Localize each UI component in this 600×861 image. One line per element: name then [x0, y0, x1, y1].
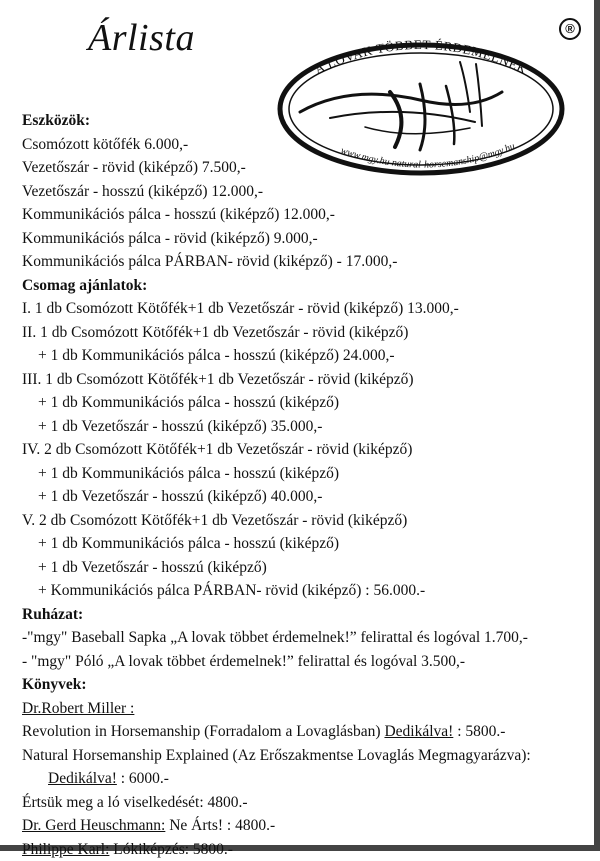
package-line: + 1 db Vezetőszár - hosszú (kiképző) 35.000,-	[22, 415, 588, 439]
signed-label: Dedikálva!	[384, 723, 453, 740]
list-item: Kommunikációs pálca - hosszú (kiképző) 12.000,-	[22, 203, 588, 227]
section-heading-tools: Eszközök:	[22, 109, 588, 133]
package-line: V. 2 db Csomózott Kötőfék+1 db Vezetőszár - rövid (kiképző)	[22, 509, 588, 533]
package-line: I. 1 db Csomózott Kötőfék+1 db Vezetőszár - rövid (kiképző) 13.000,-	[22, 297, 588, 321]
package-line: III. 1 db Csomózott Kötőfék+1 db Vezetőszár - rövid (kiképző)	[22, 368, 588, 392]
book-price: : 5800.-	[453, 723, 505, 740]
svg-text:A LOVAK TÖBBET ÉRDEMELNEK	[312, 37, 530, 77]
section-heading-packages: Csomag ajánlatok:	[22, 274, 588, 298]
package-line: + Kommunikációs pálca PÁRBAN- rövid (kiképző) : 56.000.-	[22, 579, 588, 603]
package-line: IV. 2 db Csomózott Kötőfék+1 db Vezetőszár - rövid (kiképző)	[22, 438, 588, 462]
page-title: Árlista	[88, 16, 195, 60]
author-name: Dr.Robert Miller :	[22, 697, 588, 721]
list-item: Vezetőszár - rövid (kiképző) 7.500,-	[22, 156, 588, 180]
list-item: Vezetőszár - hosszú (kiképző) 12.000,-	[22, 180, 588, 204]
book-title: Lókiképzés: 5800.-	[109, 841, 233, 858]
book-item	[22, 767, 588, 791]
package-line: + 1 db Kommunikációs pálca - hosszú (kiképző) 24.000,-	[22, 344, 588, 368]
package-line: II. 1 db Csomózott Kötőfék+1 db Vezetőszár - rövid (kiképző)	[22, 321, 588, 345]
package-line: + 1 db Kommunikációs pálca - hosszú (kiképző)	[22, 462, 588, 486]
package-line: + 1 db Vezetőszár - hosszú (kiképző)	[22, 556, 588, 580]
list-item: -"mgy" Baseball Sapka „A lovak többet érdemelnek!” felirattal és logóval 1.700,-	[22, 626, 588, 650]
author-name: Dr. Gerd Heuschmann:	[22, 817, 165, 834]
signed-label: Dedikálva!	[48, 770, 117, 787]
list-item: - "mgy" Póló „A lovak többet érdemelnek!” felirattal és logóval 3.500,-	[22, 650, 588, 674]
price-list-content	[22, 109, 588, 861]
logo-top-text: A LOVAK TÖBBET ÉRDEMELNEK	[312, 37, 530, 77]
book-title: Revolution in Horsemanship (Forradalom a Lovaglásban)	[22, 723, 384, 740]
book-item	[22, 814, 588, 838]
book-item: Értsük meg a ló viselkedését: 4800.-	[22, 791, 588, 815]
list-item: Kommunikációs pálca PÁRBAN- rövid (kiképző) - 17.000,-	[22, 250, 588, 274]
section-heading-clothing: Ruházat:	[22, 603, 588, 627]
package-line: + 1 db Kommunikációs pálca - hosszú (kiképző)	[22, 532, 588, 556]
book-item	[22, 838, 588, 861]
section-heading-books: Könyvek:	[22, 673, 588, 697]
list-item: Kommunikációs pálca - rövid (kiképző) 9.000,-	[22, 227, 588, 251]
registered-trademark-icon: ®	[559, 18, 581, 40]
logo-bottom-text: www.mgy.hu natural-horsemanship@mgy.hu	[339, 141, 516, 171]
book-title: Natural Horsemanship Explained (Az Erőszakmentse Lovaglás Megmagyarázva):	[22, 744, 588, 768]
book-price: : 6000.-	[117, 770, 169, 787]
package-line: + 1 db Vezetőszár - hosszú (kiképző) 40.000,-	[22, 485, 588, 509]
list-item: Csomózott kötőfék 6.000,-	[22, 133, 588, 157]
author-name: Philippe Karl:	[22, 841, 109, 858]
book-item	[22, 720, 588, 744]
book-title: Ne Árts! : 4800.-	[165, 817, 275, 834]
package-line: + 1 db Kommunikációs pálca - hosszú (kiképző)	[22, 391, 588, 415]
